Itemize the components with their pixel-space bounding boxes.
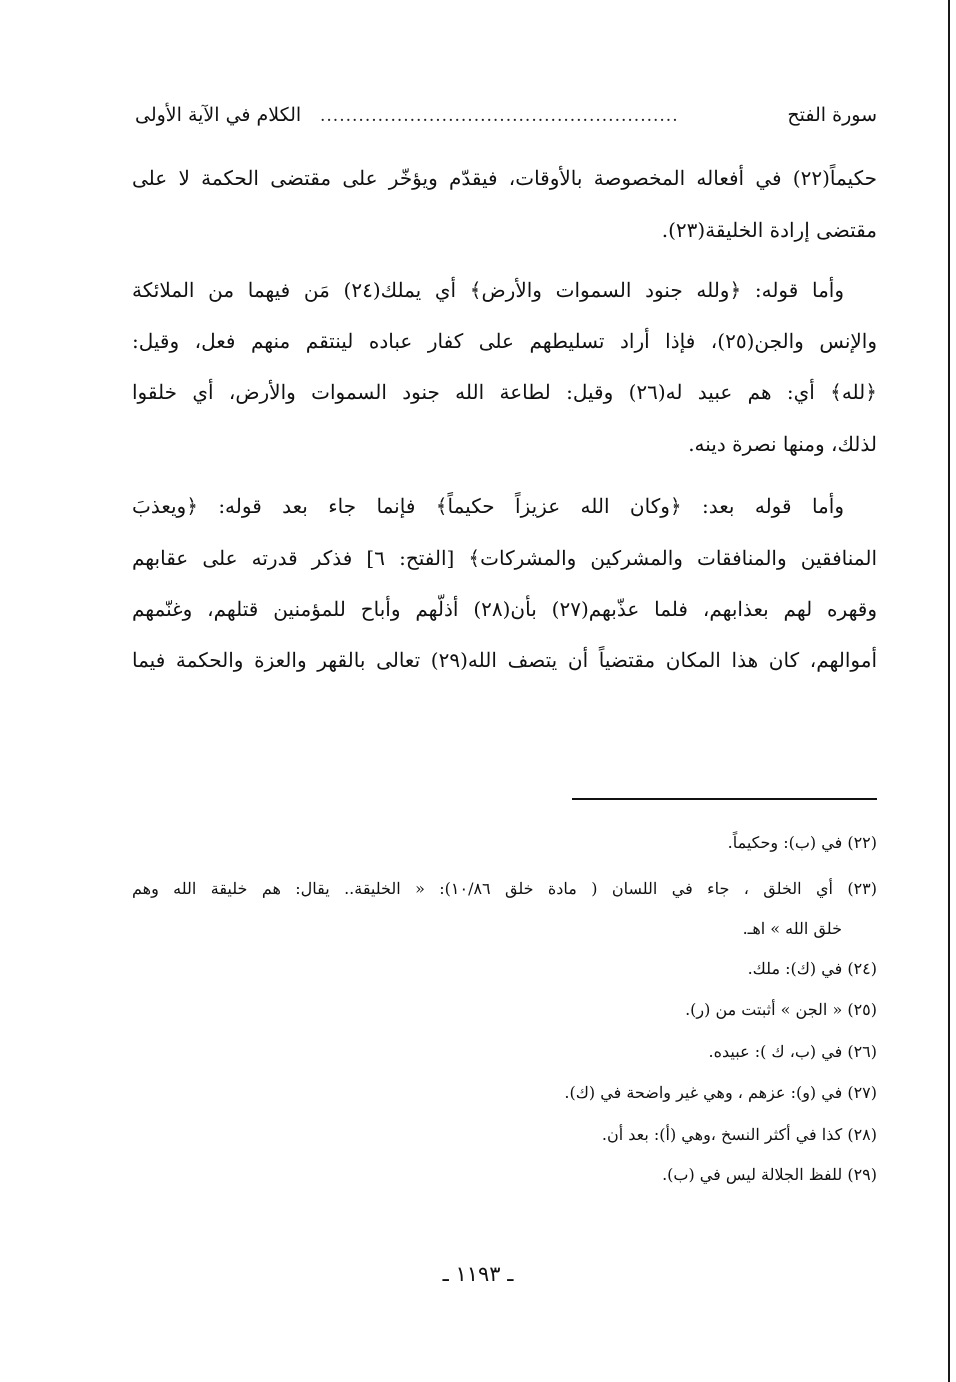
body-line: وأما قوله: ﴿ولله جنود السموات والأرض﴾ أي يملك(٢٤) مَن فيهما من الملائكة bbox=[132, 278, 844, 302]
body-line: مقتضى إرادة الخليقة(٢٣). bbox=[661, 218, 877, 242]
body-line: وقهره لهم بعذابهم، فلما عذّبهم(٢٧) بأن(٢٨) أذلّهم وأباح للمؤمنين قتلهم، وغنّمهم bbox=[132, 597, 877, 621]
body-line: المنافقين والمنافقات والمشركين والمشركات﴾ [الفتح: ٦] فذكر قدرته على عقابهم bbox=[132, 546, 877, 570]
footnote-separator bbox=[572, 798, 877, 800]
page-edge-line bbox=[948, 0, 950, 1382]
footnote: (٢٢) في (ب): وحكيماً. bbox=[727, 833, 877, 852]
body-line: ﴿لله﴾ أي: هم عبيد له(٢٦) وقيل: لطاعة الله جنود السموات والأرض، أي خلقوا bbox=[132, 380, 877, 404]
body-line: لذلك، ومنها نصرة دينه. bbox=[688, 432, 877, 456]
page-number: ـ ١١٩٣ ـ bbox=[442, 1262, 514, 1286]
header-section-title: الكلام في الآية الأولى bbox=[135, 104, 302, 126]
body-line: وأما قوله بعد: ﴿وكان الله عزيزاً حكيماً﴾ فإنما جاء بعد قوله: ﴿ويعذبَ bbox=[132, 494, 844, 518]
footnote: (٢٦) في (ب، ك ): عبيده. bbox=[708, 1042, 877, 1061]
footnote: (٢٣) أي الخلق ، جاء في اللسان ( مادة خلق ١٠/٨٦): « الخليقة.. يقال: هم خليقة الله وهم bbox=[132, 879, 877, 898]
footnote: (٢٥) « الجن » أثبتت من (ر). bbox=[685, 1000, 877, 1019]
footnote: (٢٧) في (و): عزهم ، وهي غير واضحة في (ك). bbox=[564, 1083, 877, 1102]
footnote: (٢٨) كذا في أكثر النسخ ،وهي (أ): بعد أن. bbox=[601, 1125, 877, 1144]
footnote: (٢٤) في (ك): ملك. bbox=[747, 959, 877, 978]
running-header bbox=[135, 100, 877, 140]
footnote-continuation: خلق الله » اهـ. bbox=[742, 919, 842, 938]
body-line: والإنس والجن(٢٥)، فإذا أراد تسليطهم على كفار عباده لينتقم منهم فعل، وقيل: bbox=[132, 329, 877, 353]
body-line: حكيماً(٢٢) في أفعاله المخصوصة بالأوقات، فيقدّم ويؤخّر على مقتضى الحكمة لا على bbox=[132, 166, 877, 190]
header-leader-dots: ........................................................ bbox=[320, 106, 679, 126]
body-line: أموالهم، كان هذا المكان مقتضياً أن يتصف الله(٢٩) تعالى بالقهر والعزة والحكمة فيما bbox=[132, 648, 877, 672]
footnote: (٢٩) للفظ الجلالة ليس في (ب). bbox=[662, 1165, 877, 1184]
header-surah-title: سورة الفتح bbox=[787, 104, 877, 126]
